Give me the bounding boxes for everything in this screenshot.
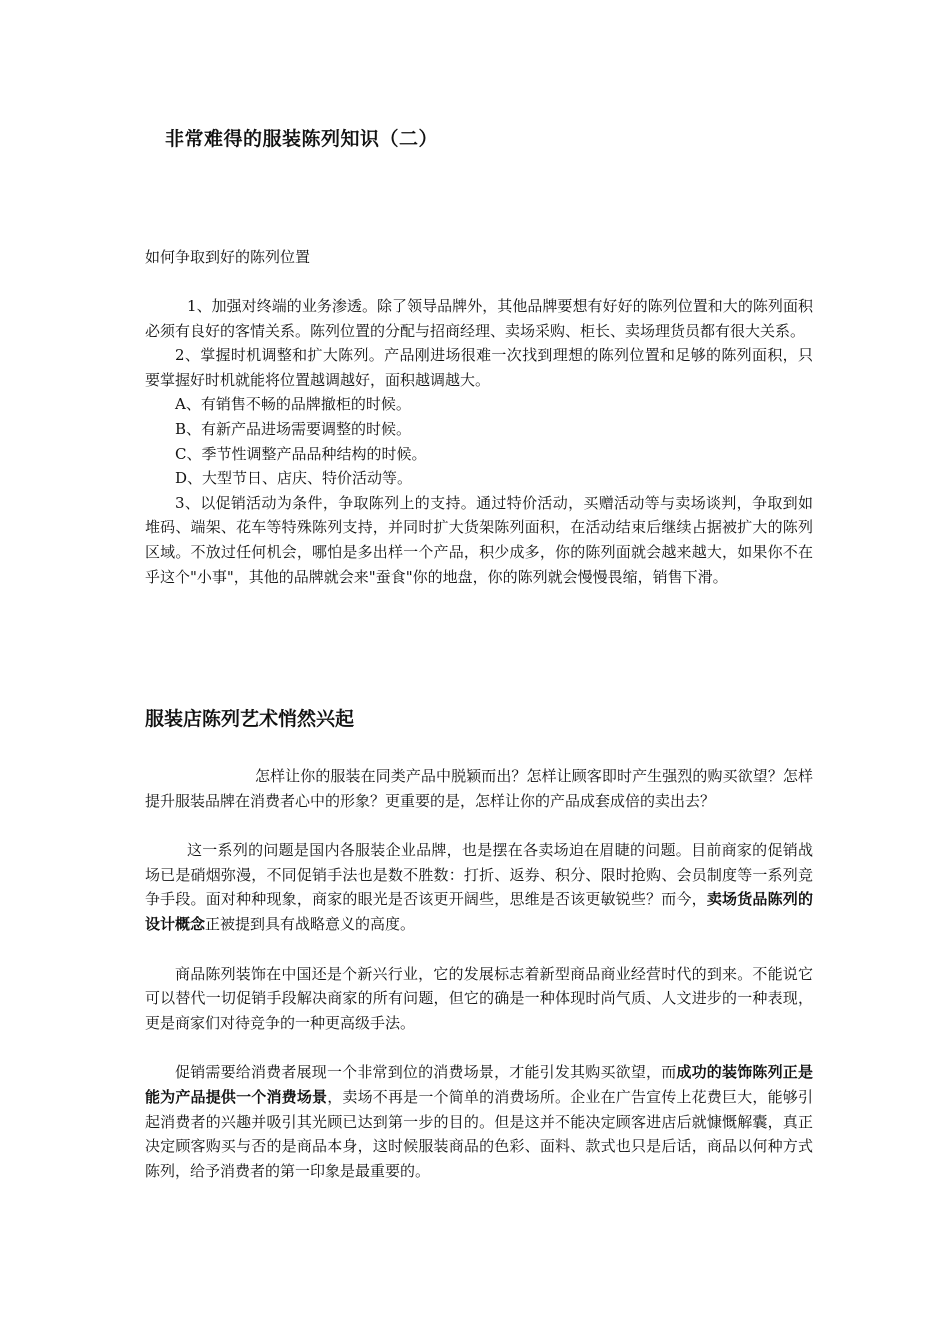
list-item-d: D、大型节日、店庆、特价活动等。 [175, 469, 413, 488]
section-display-art [145, 764, 813, 1208]
paragraph-3: 3、以促销活动为条件，争取陈列上的支持。通过特价活动，买赠活动等与卖场谈判，争取到如堆码、端架、花车等特殊陈列支持，并同时扩大货架陈列面积，在活动结束后继续占据被扩大的陈列区域。不放过任何机会，哪怕是多出样一个产品，积少成多，你的陈列面就会越来越大，如果你不在乎这个"小事"，其他的品牌就会来"蚕食"你的地盘，你的陈列就会慢慢畏缩，销售下滑。 [145, 493, 813, 586]
intro-questions: 怎样让你的服装在同类产品中脱颖而出？怎样让顾客即时产生强烈的购买欲望？怎样提升服装品牌在消费者心中的形象？更重要的是，怎样让你的产品成套成倍的卖出去？ [145, 767, 813, 810]
bold-phrase-design-concept: 卖场货品陈列的设计概念 [145, 890, 813, 933]
paragraph-scene-tail: ，卖场不再是一个简单的消费场所。企业在广告宣传上花费巨大，能够引起消费者的兴趣并吸引其光顾已达到第一步的目的。但是这并不能决定顾客进店后就慷慨解囊，真正决定顾客购买与否的是商品本身，这时候服装商品的色彩、面料、款式也只是后话，商品以何种方式陈列，给予消费者的第一印象是最重要的。 [145, 1087, 813, 1180]
paragraph-problems-tail: 正被提到具有战略意义的高度。 [205, 914, 416, 933]
section-title-display-art: 服装店陈列艺术悄然兴起 [145, 708, 355, 730]
bold-phrase-successful-display: 成功的装饰陈列正是能为产品提供一个消费场景 [145, 1063, 813, 1106]
list-item-a: A、有销售不畅的品牌撤柜的时候。 [175, 395, 411, 414]
paragraph-problems-text: 这一系列的问题是国内各服装企业品牌，也是摆在各卖场迫在眉睫的问题。目前商家的促销战场已是硝烟弥漫，不同促销手法也是数不胜数：打折、返券、积分、限时抢购、会员制度等一系列竞争手段。面对种种现象，商家的眼光是否该更开阔些，思维是否该更敏锐些？而今， [145, 841, 813, 909]
paragraph-scene-text: 促销需要给消费者展现一个非常到位的消费场景，才能引发其购买欲望，而 [175, 1063, 677, 1082]
list-item-b: B、有新产品进场需要调整的时候。 [175, 419, 412, 438]
paragraph-1: 1、加强对终端的业务渗透。除了领导品牌外，其他品牌要想有好好的陈列位置和大的陈列面积必须有良好的客情关系。陈列位置的分配与招商经理、卖场采购、柜长、卖场理货员都有很大关系。 [145, 297, 813, 340]
paragraph-industry: 商品陈列装饰在中国还是个新兴行业，它的发展标志着新型商品商业经营时代的到来。不能说它可以替代一切促销手段解决商家的所有问题，但它的确是一种体现时尚气质、人文进步的一种表现，更是商家们对待竞争的一种更高级手法。 [145, 964, 813, 1032]
section-subheading: 如何争取到好的陈列位置 [145, 248, 311, 266]
paragraph-consumption-scene [145, 1060, 813, 1183]
document-title: 非常难得的服装陈列知识（二） [165, 128, 439, 150]
paragraph-problems [145, 838, 813, 936]
list-item-c: C、季节性调整产品品种结构的时候。 [175, 444, 427, 463]
section-display-position [145, 294, 813, 589]
paragraph-2: 2、掌握时机调整和扩大陈列。产品刚进场很难一次找到理想的陈列位置和足够的陈列面积，只要掌握好时机就能将位置越调越好，面积越调越大。 [145, 346, 813, 389]
